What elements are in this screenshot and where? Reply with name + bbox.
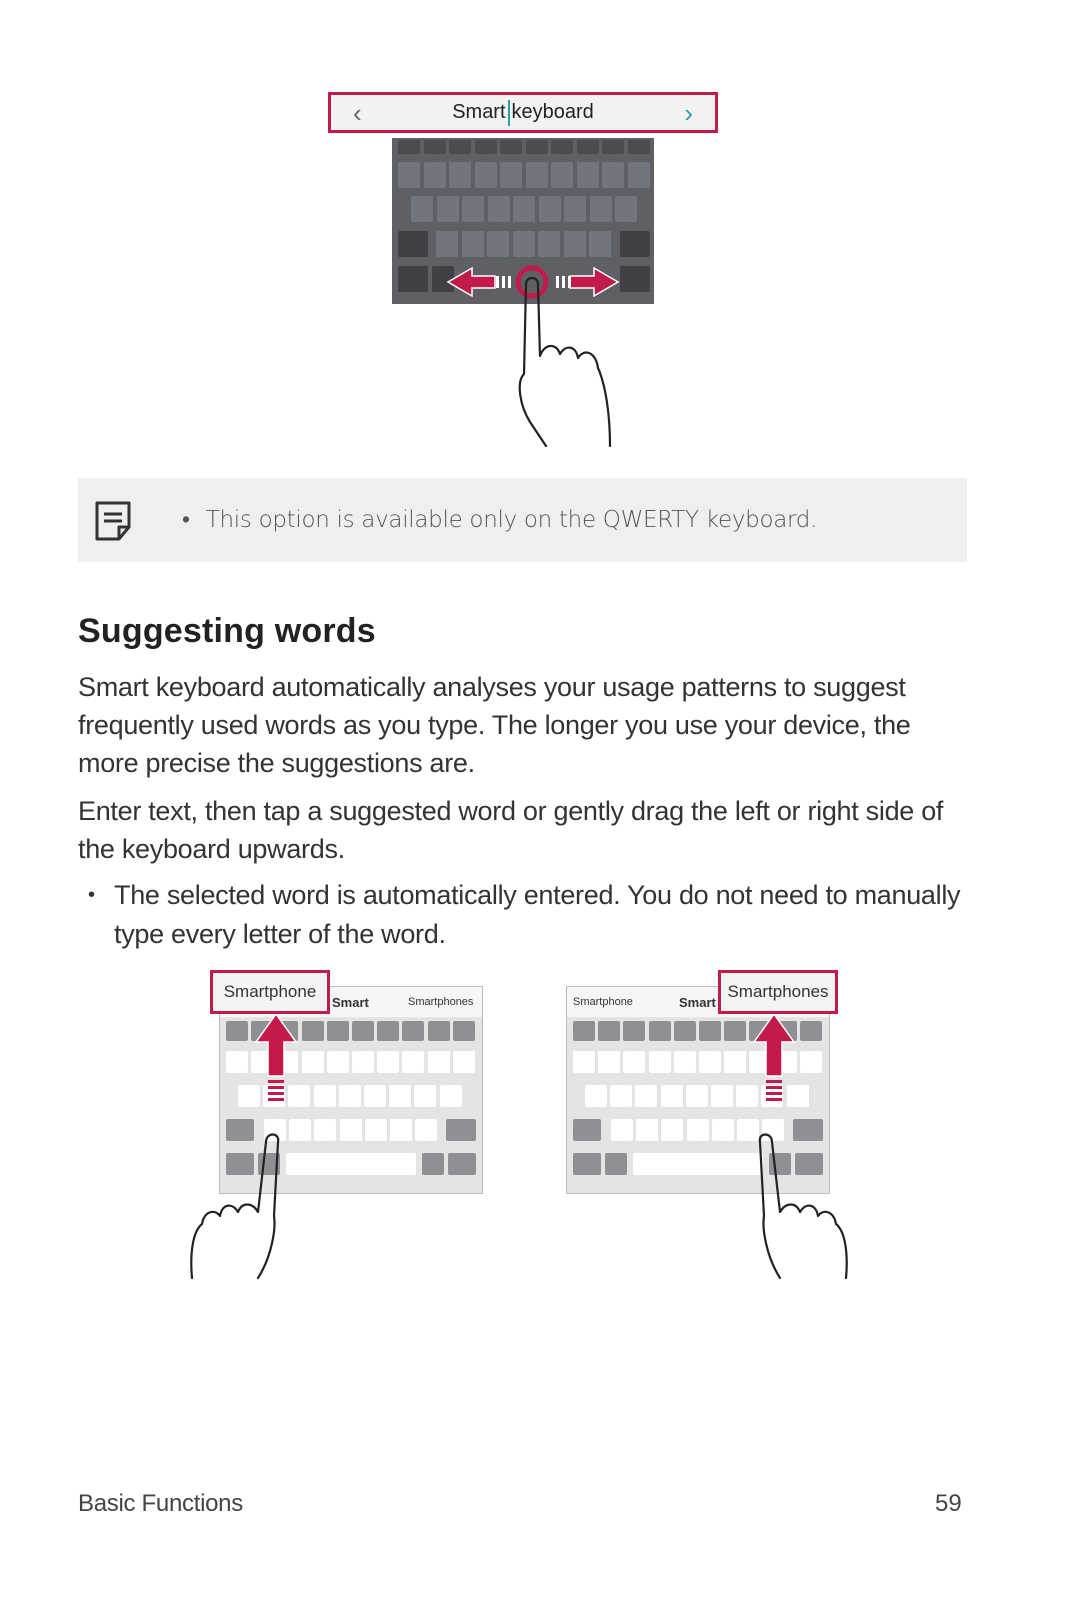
swipe-gesture-graphic [320, 86, 740, 456]
bullet-mark: • [88, 884, 95, 906]
note-text-content: This option is available only on the QWERTY keyboard. [205, 507, 818, 533]
note-box [78, 478, 967, 562]
bullet-item [88, 876, 968, 954]
title-after-cursor: keyboard [511, 101, 594, 123]
chevron-right-icon: › [684, 98, 693, 128]
left-arrow-icon [448, 268, 511, 296]
suggestion-left: Smartphone [573, 996, 633, 1008]
paragraph-2: Enter text, then tap a suggested word or gently drag the left or right side of the keyboard upwards. [78, 796, 944, 864]
title-before-cursor: Smart [452, 101, 506, 123]
smart-keyboard-swipe-illustration [320, 86, 740, 456]
hand-icon [520, 278, 610, 446]
up-arrow-icon [256, 1014, 296, 1101]
note-bullet: • [182, 507, 190, 533]
left-keyboard-illustration [186, 966, 486, 1286]
note-icon [94, 500, 134, 542]
chevron-left-icon: ‹ [353, 98, 362, 128]
suggestion-highlighted: Smartphones [718, 970, 838, 1014]
footer-section-name: Basic Functions [78, 1490, 243, 1517]
swipe-up-gesture-graphic [186, 966, 486, 1286]
hand-icon [191, 1135, 278, 1279]
suggestion-middle: Smart [679, 995, 716, 1010]
right-arrow-icon [556, 268, 618, 296]
note-text [182, 506, 817, 533]
page-number: 59 [935, 1490, 962, 1517]
section-title: Suggesting words [78, 612, 376, 650]
bullet-text: The selected word is automatically entered. You do not need to manually type every letter of the word. [114, 880, 961, 949]
suggestion-middle: Smart [332, 995, 369, 1010]
suggestion-highlighted: Smartphone [210, 970, 330, 1014]
paragraph-1: Smart keyboard automatically analyses your usage patterns to suggest frequently used words as you type. The longer you use your device, the more precise the suggestions are. [78, 672, 911, 778]
up-arrow-icon [754, 1014, 794, 1101]
swipe-up-gesture-graphic [562, 966, 862, 1286]
touch-point-icon [518, 268, 546, 296]
suggestion-right: Smartphones [408, 996, 474, 1008]
hand-icon [760, 1135, 847, 1279]
right-keyboard-illustration [562, 966, 862, 1286]
